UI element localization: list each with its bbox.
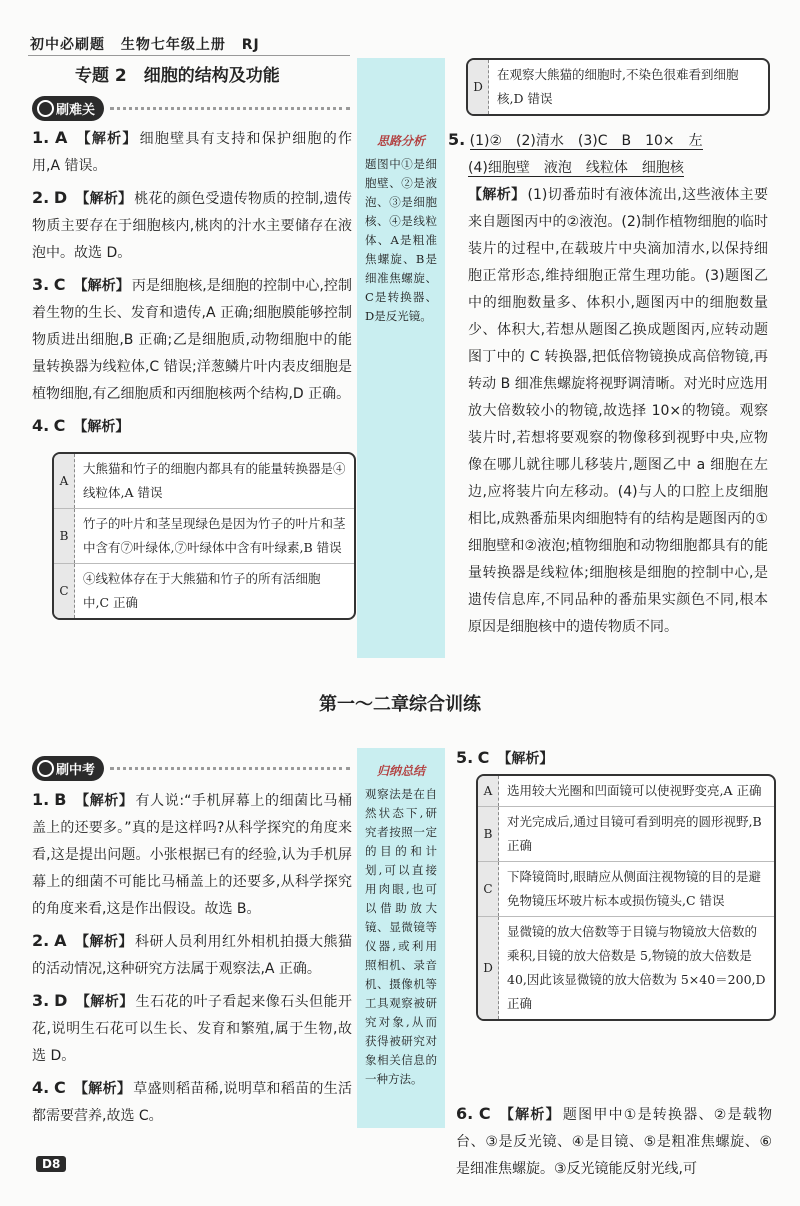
question-number: 2. bbox=[32, 931, 50, 950]
series-name: 初中必刷题 bbox=[30, 37, 105, 53]
answer-item bbox=[448, 182, 768, 641]
option-label: B bbox=[54, 509, 75, 563]
tip-text: 题图中①是细胞壁、②是液泡、③是细胞核、④是线粒体、A是粗准焦螺旋、B是细准焦螺旋、C是转换器、D是反光镜。 bbox=[365, 157, 437, 323]
option-text: 竹子的叶片和茎呈现绿色是因为竹子的叶片和茎中含有⑦叶绿体,⑦叶绿体中含有叶绿素,B 错误 bbox=[83, 516, 346, 555]
banner-exam bbox=[32, 756, 350, 781]
answer-item bbox=[32, 927, 352, 983]
question-number: 1. bbox=[32, 128, 50, 147]
bottom-right-column bbox=[456, 744, 772, 773]
option-text: 选用较大光圈和凹面镜可以使视野变亮,A 正确 bbox=[507, 783, 762, 798]
analysis-tag: 【解析】 bbox=[498, 1107, 561, 1123]
q4-option-d-box bbox=[466, 58, 770, 116]
question-number: 5. bbox=[448, 130, 466, 149]
analysis-tag: 【解析】 bbox=[74, 793, 134, 809]
section-title: 第一～二章综合训练 bbox=[319, 694, 481, 715]
analysis-text: 有人说:“手机屏幕上的细菌比马桶盖上的还要多。”真的是这样吗?从科学探究的角度来看,这是提出问题。小张根据已有的经验,认为手机屏幕上的细菌不可能比马桶盖上的还要多,从科学探究的角度来看,这是作出假设。故选 B。 bbox=[32, 793, 352, 917]
tip-title: 归纳总结 bbox=[376, 764, 425, 778]
option-row bbox=[54, 454, 354, 509]
answer-letter: C bbox=[53, 275, 66, 294]
analysis-tag: 【解析】 bbox=[74, 934, 134, 950]
question-number: 6. bbox=[456, 1104, 474, 1123]
question-number: 2. bbox=[32, 188, 50, 207]
option-row bbox=[468, 60, 768, 114]
analysis-tag: 【解析】 bbox=[468, 187, 526, 203]
option-text: 显微镜的放大倍数等于目镜与物镜放大倍数的乘积,目镜的放大倍数是 5,物镜的放大倍数是 40,因此该显微镜的放大倍数为 5×40＝200,D 正确 bbox=[507, 924, 766, 1011]
answer-line: (1)② (2)清水 (3)C B 10× 左 bbox=[469, 133, 703, 149]
banner-hard-label: 刷难关 bbox=[32, 96, 104, 121]
question-number: 5. bbox=[456, 748, 474, 767]
answer-letter: C bbox=[477, 748, 490, 767]
answer-item bbox=[448, 155, 768, 182]
option-label: A bbox=[54, 454, 75, 508]
answer-item bbox=[32, 1074, 352, 1130]
option-text: 下降镜筒时,眼睛应从侧面注视物镜的目的是避免物镜压坏玻片标本或损伤镜头,C 错误 bbox=[507, 869, 761, 908]
bottom-left-column bbox=[32, 786, 352, 1130]
option-row bbox=[54, 564, 354, 618]
tip-strip-bottom bbox=[357, 748, 445, 1128]
answer-item bbox=[32, 786, 352, 923]
analysis-text: 题图甲中①是转换器、②是载物台、③是反光镜、④是目镜、⑤是粗准焦螺旋、⑥是细准焦螺旋。③反光镜能反射光线,可 bbox=[456, 1107, 773, 1177]
answer-item bbox=[456, 744, 772, 773]
analysis-tag: 【解析】 bbox=[73, 419, 130, 435]
option-label: C bbox=[54, 564, 75, 618]
analysis-tag: 【解析】 bbox=[497, 751, 554, 767]
option-label: D bbox=[468, 60, 489, 114]
tip-strip-top bbox=[357, 58, 445, 658]
analysis-text: 细胞壁具有支持和保护细胞的作用,A 错误。 bbox=[32, 131, 353, 174]
answer-item bbox=[32, 124, 352, 180]
option-row bbox=[478, 807, 774, 862]
edition-label: RJ bbox=[241, 37, 260, 53]
tip-text: 观察法是在自然状态下,研究者按照一定的目的和计划,可以直接用肉眼,也可以借助放大镜、显微镜等仪器,或利用照相机、录音机、摄像机等工具观察被研究对象,从而获得被研究对象相关信息的一种方法。 bbox=[365, 787, 437, 1086]
analysis-tag: 【解析】 bbox=[75, 131, 138, 147]
subject-name: 生物七年级上册 bbox=[120, 37, 226, 53]
analysis-tag: 【解析】 bbox=[75, 994, 134, 1010]
question-number: 4. bbox=[32, 416, 50, 435]
answer-letter: D bbox=[53, 188, 68, 207]
answer-letter: B bbox=[54, 790, 67, 809]
option-label: C bbox=[478, 862, 499, 916]
question-number: 4. bbox=[32, 1078, 50, 1097]
banner-dots bbox=[110, 767, 350, 770]
option-text: 大熊猫和竹子的细胞内都具有的能量转换器是④线粒体,A 错误 bbox=[83, 461, 346, 500]
answer-letter: C bbox=[478, 1104, 491, 1123]
analysis-text: 科研人员利用红外相机拍摄大熊猫的活动情况,这种研究方法属于观察法,A 正确。 bbox=[32, 934, 353, 977]
answer-letter: A bbox=[54, 128, 68, 147]
analysis-tag: 【解析】 bbox=[73, 278, 130, 294]
analysis-text: 草盛则稻苗稀,说明草和稻苗的生活都需要营养,故选 C。 bbox=[32, 1081, 353, 1124]
top-right-column bbox=[448, 126, 768, 641]
answer-letter: C bbox=[53, 416, 66, 435]
q4-options-table bbox=[52, 452, 356, 620]
answer-line: (4)细胞壁 液泡 线粒体 细胞核 bbox=[468, 160, 684, 176]
banner-dots bbox=[110, 107, 350, 110]
bottom-right-q6 bbox=[456, 1100, 772, 1183]
option-text: 在观察大熊猫的细胞时,不染色很难看到细胞核,D 错误 bbox=[497, 67, 739, 106]
analysis-text: 丙是细胞核,是细胞的控制中心,控制着生物的生长、发育和遗传,A 正确;细胞膜能够控制物质进出细胞,B 正确;乙是细胞质,动物细胞中的能量转换器为线粒体,C 错误;洋葱鳞片叶内表皮细胞是植物细胞,有乙细胞质和丙细胞核两个结构,D 正确。 bbox=[32, 278, 353, 402]
header-divider bbox=[28, 55, 350, 56]
tip-title: 思路分析 bbox=[376, 134, 425, 148]
q5-options-table bbox=[476, 774, 776, 1021]
answer-letter: D bbox=[54, 991, 68, 1010]
answer-letter: C bbox=[53, 1078, 66, 1097]
option-label: D bbox=[478, 917, 499, 1019]
page-number: D8 bbox=[36, 1156, 66, 1172]
answer-item bbox=[448, 126, 768, 155]
option-text: ④线粒体存在于大熊猫和竹子的所有活细胞中,C 正确 bbox=[83, 571, 321, 610]
option-label: B bbox=[478, 807, 499, 861]
analysis-text: 生石花的叶子看起来像石头但能开花,说明生石花可以生长、发育和繁殖,属于生物,故选 D。 bbox=[32, 994, 353, 1064]
banner-exam-label: 刷中考 bbox=[32, 756, 104, 781]
topic-title: 专题 2 细胞的结构及功能 bbox=[75, 66, 280, 86]
answer-item bbox=[456, 1100, 772, 1183]
option-label: A bbox=[478, 776, 499, 806]
option-row bbox=[478, 862, 774, 917]
question-number: 1. bbox=[32, 790, 50, 809]
analysis-tag: 【解析】 bbox=[75, 191, 133, 207]
top-left-column bbox=[32, 124, 352, 441]
analysis-tag: 【解析】 bbox=[73, 1081, 132, 1097]
question-number: 3. bbox=[32, 275, 50, 294]
banner-hard bbox=[32, 96, 350, 121]
question-number: 3. bbox=[32, 991, 50, 1010]
option-row bbox=[478, 776, 774, 807]
page-header bbox=[30, 34, 270, 54]
analysis-text: 桃花的颜色受遗传物质的控制,遗传物质主要存在于细胞核内,桃肉的汁水主要储存在液泡中。故选 D。 bbox=[32, 191, 352, 261]
option-row bbox=[478, 917, 774, 1019]
answer-item bbox=[32, 271, 352, 408]
answer-item bbox=[32, 987, 352, 1070]
answer-item bbox=[32, 412, 352, 441]
analysis-text: (1)切番茄时有液体流出,这些液体主要来自题图丙中的②液泡。(2)制作植物细胞的临时装片的过程中,在载玻片中央滴加清水,以保持细胞正常形态,维持细胞正常生理功能。(3)题图乙中的细胞数量多、体积小,题图丙中的细胞数量少、体积大,若想从题图乙换成题图丙,应转动题图丁中的 C 转换器,把低倍物镜换成高倍物镜,再转动 B 细准焦螺旋将视野调清晰。对光时应选用放大倍数较小的物镜,故选择 10×的物镜。观察装片时,若想将要观察的物像移到视野中央,应物像在哪儿就往哪儿移装片,题图乙中 a 细胞在左边,应将装片向左移动。(4)与人的口腔上皮细胞相比,成熟番茄果肉细胞特有的结构是题图丙的①细胞壁和②液泡;植物细胞和动物细胞都具有的能量转换器是线粒体;细胞核是细胞的控制中心,是遗传信息库,不同品种的番茄果实颜色不同,根本原因是细胞核中的遗传物质不同。 bbox=[468, 187, 769, 635]
option-text: 对光完成后,通过目镜可看到明亮的圆形视野,B 正确 bbox=[507, 814, 762, 853]
answer-item bbox=[32, 184, 352, 267]
answer-letter: A bbox=[54, 931, 67, 950]
option-row bbox=[54, 509, 354, 564]
